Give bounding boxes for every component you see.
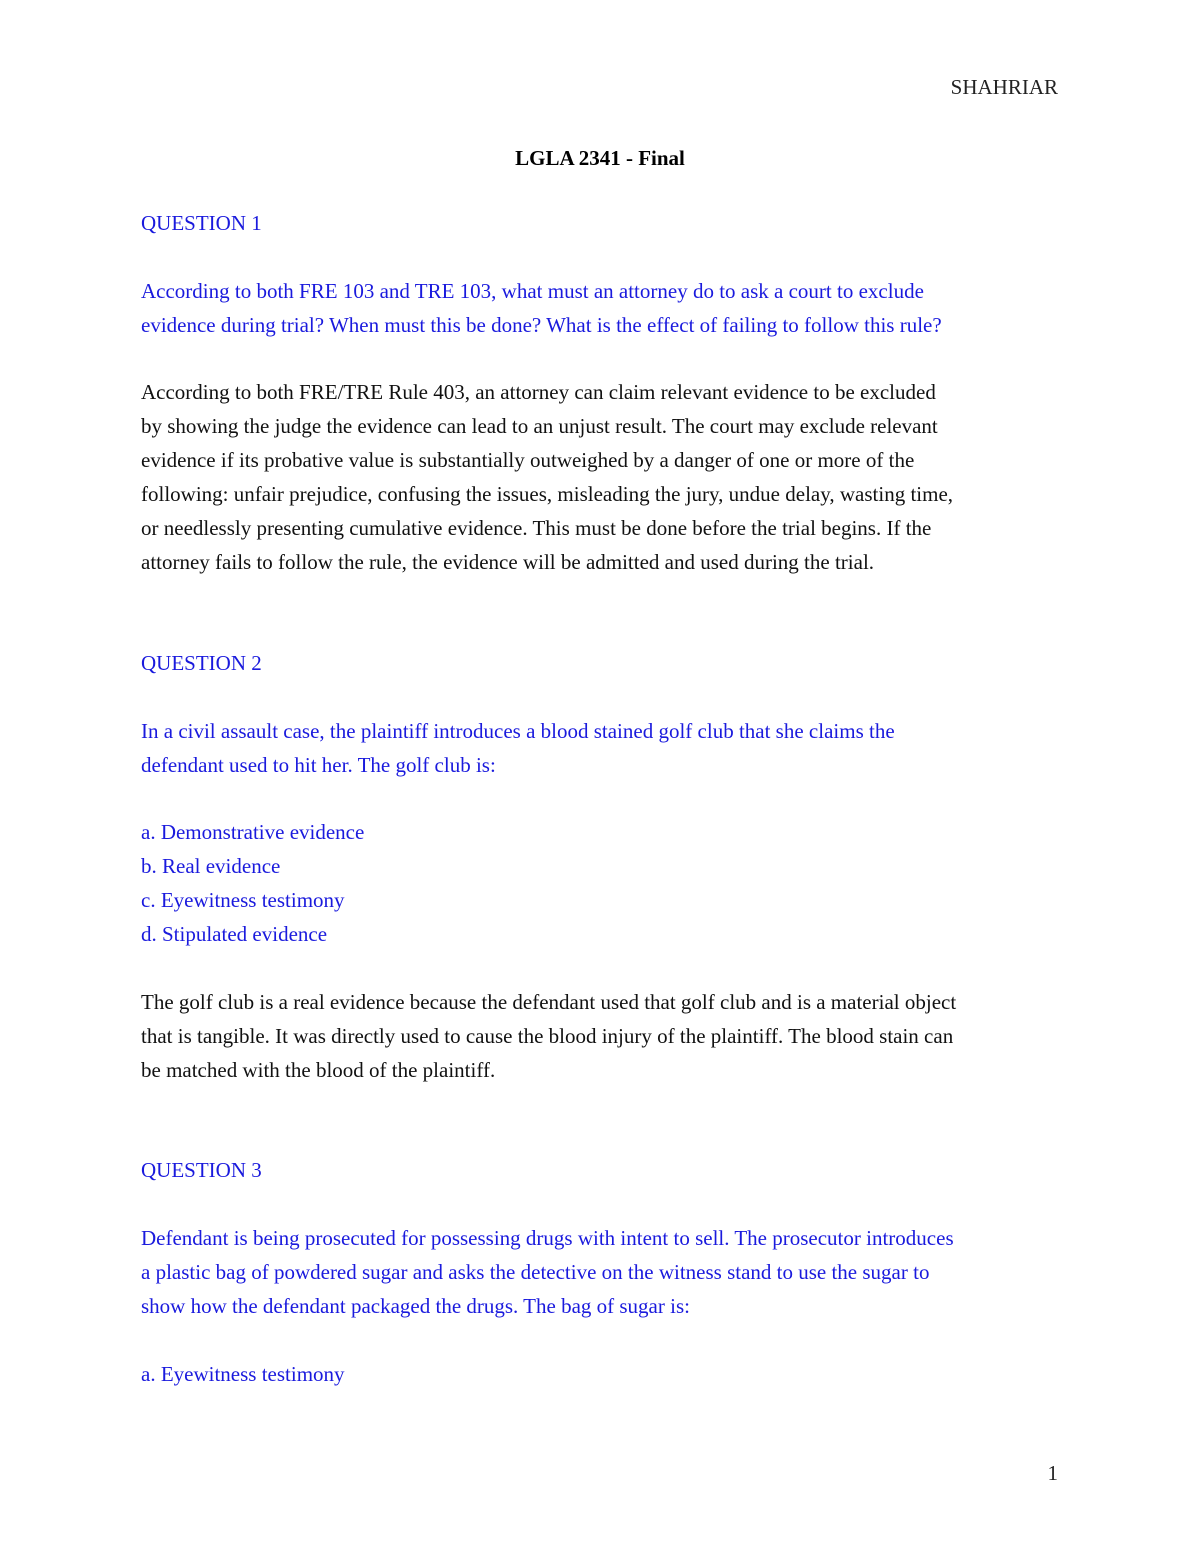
question-3-option: a. Eyewitness testimony (141, 1362, 345, 1386)
question-3-heading: QUESTION 3 (141, 1158, 262, 1182)
document-title: LGLA 2341 - Final (515, 146, 685, 170)
answer-1-line: attorney fails to follow the rule, the evidence will be admitted and used during the trial. (141, 550, 875, 574)
question-2-text-line: defendant used to hit her. The golf club is: (141, 753, 496, 777)
question-2-heading: QUESTION 2 (141, 651, 262, 675)
question-3-text-line: show how the defendant packaged the drugs. The bag of sugar is: (141, 1294, 690, 1318)
answer-1-line: following: unfair prejudice, confusing the issues, misleading the jury, undue delay, wasting time, (141, 482, 954, 506)
question-3-text-line: Defendant is being prosecuted for possessing drugs with intent to sell. The prosecutor introduces (141, 1226, 954, 1250)
answer-1-line: by showing the judge the evidence can lead to an unjust result. The court may exclude relevant (141, 414, 938, 438)
header-author: SHAHRIAR (950, 75, 1058, 99)
answer-1-line: evidence if its probative value is substantially outweighed by a danger of one or more of the (141, 448, 915, 472)
answer-1-line: According to both FRE/TRE Rule 403, an attorney can claim relevant evidence to be excluded (141, 380, 936, 404)
question-2-option: a. Demonstrative evidence (141, 820, 365, 844)
question-3-text-line: a plastic bag of powdered sugar and asks the detective on the witness stand to use the sugar to (141, 1260, 930, 1284)
answer-2-line: be matched with the blood of the plaintiff. (141, 1058, 496, 1082)
question-1-heading: QUESTION 1 (141, 211, 262, 235)
question-1-text-line: evidence during trial? When must this be done? What is the effect of failing to follow this rule? (141, 313, 942, 337)
page-number: 1 (1047, 1461, 1058, 1485)
question-2-option: c. Eyewitness testimony (141, 888, 345, 912)
question-2-text-line: In a civil assault case, the plaintiff introduces a blood stained golf club that she claims the (141, 719, 895, 743)
answer-2-line: The golf club is a real evidence because the defendant used that golf club and is a material object (141, 990, 957, 1014)
answer-2-line: that is tangible. It was directly used to cause the blood injury of the plaintiff. The blood stain can (141, 1024, 954, 1048)
question-1-text-line: According to both FRE 103 and TRE 103, what must an attorney do to ask a court to exclude (141, 279, 924, 303)
question-2-option: d. Stipulated evidence (141, 922, 328, 946)
answer-1-line: or needlessly presenting cumulative evidence. This must be done before the trial begins. If the (141, 516, 932, 540)
question-2-option: b. Real evidence (141, 854, 281, 878)
